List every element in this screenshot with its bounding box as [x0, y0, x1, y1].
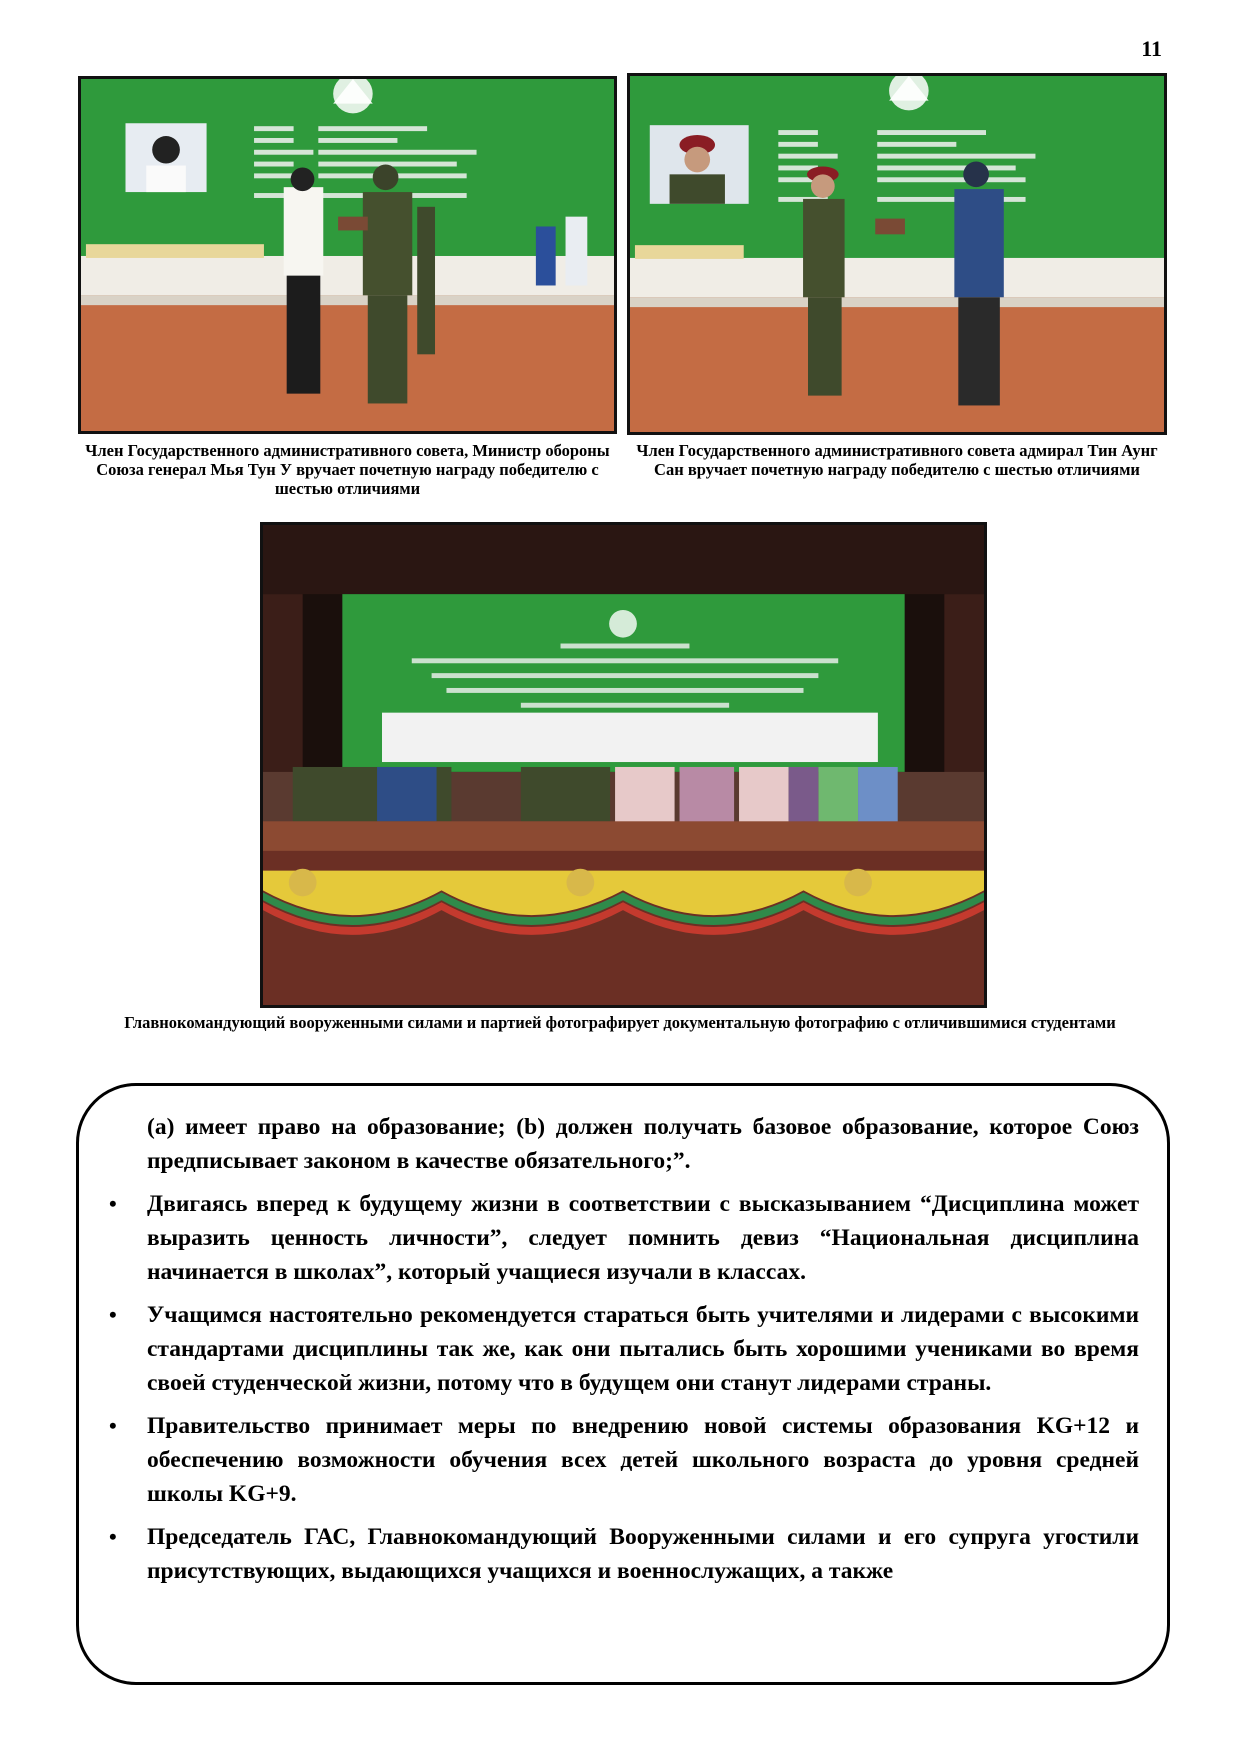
bullet-item-3: • Правительство принимает меры по внедрению новой системы образования KG+12 и обеспечению возможности обучения всех детей школьного возраста до уровня средней школы KG+9. [147, 1409, 1139, 1511]
photo-caption-3: Главнокомандующий вооруженными силами и партией фотографирует документальную фотографию с отличившимися студентами [124, 1013, 1116, 1032]
page-number: 11 [1141, 36, 1162, 61]
bullet-item-4: • Председатель ГАС, Главнокомандующий Вооруженными силами и его супруга угостили присутствующих, выдающихся учащихся и военнослужащих, а также [147, 1520, 1139, 1588]
award-photo-2 [627, 73, 1167, 435]
summary-box [76, 1083, 1170, 1685]
photo-caption-1: Член Государственного административного совета, Министр обороны Союза генерал Мья Тун У вручает почетную награду победителю с шестью отличиями [85, 441, 610, 498]
group-photo [260, 522, 987, 1008]
bullet-item-1: • Двигаясь вперед к будущему жизни в соответствии с высказыванием “Дисциплина может выразить ценность личности”, следует помнить девиз “Национальная дисциплина начинается в школах”, который учащиеся изучали в классах. [147, 1187, 1139, 1289]
photo-caption-2: Член Государственного административного совета адмирал Тин Аунг Сан вручает почетную награду победителю с шестью отличиями [636, 441, 1158, 479]
intro-paragraph: (a) имеет право на образование; (b) должен получать базовое образование, которое Союз предписывает законом в качестве обязательного;”. [147, 1114, 1139, 1174]
award-photo-1 [78, 76, 617, 434]
summary-content [147, 1110, 1139, 1597]
bullet-item-2: • Учащимся настоятельно рекомендуется стараться быть учителями и лидерами с высокими стандартами дисциплины так же, как они пытались быть хорошими учениками во время своей студенческой жизни, потому что в будущем они станут лидерами страны. [147, 1298, 1139, 1400]
